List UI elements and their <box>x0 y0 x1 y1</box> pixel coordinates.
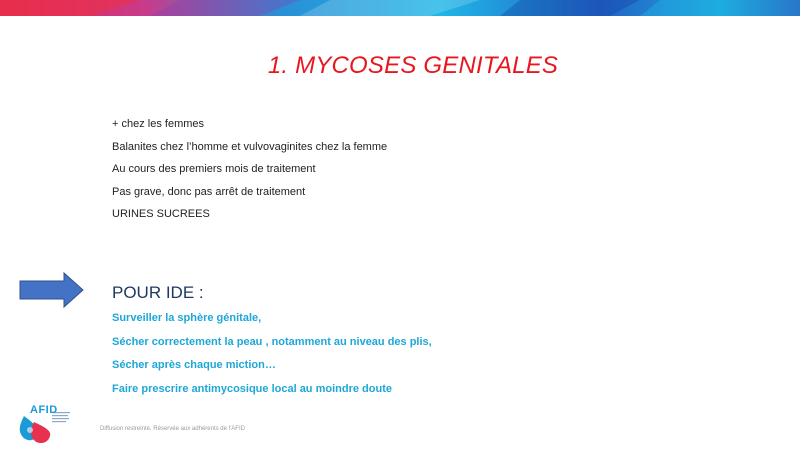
logo-text: AFID <box>30 404 58 416</box>
footer-note: Diffusion restreinte. Réservée aux adhérents de l’AFID <box>100 426 245 432</box>
action-item: Sécher après chaque miction… <box>112 359 276 371</box>
slide-title: 1. MYCOSES GENITALES <box>267 52 559 79</box>
list-item: + chez les femmes <box>112 118 205 130</box>
list-item: Au cours des premiers mois de traitement <box>112 163 316 175</box>
list-item: Balanites chez l’homme et vulvovaginites chez la femme <box>112 140 388 153</box>
action-item: Faire prescrire antimycosique local au moindre doute <box>112 382 392 395</box>
top-decorative-banner <box>0 0 800 16</box>
right-arrow-icon <box>19 272 85 308</box>
section-heading: POUR IDE : <box>112 283 204 302</box>
action-list <box>112 312 432 406</box>
info-list <box>112 118 387 231</box>
action-item: Sécher correctement la peau , notamment au niveau des plis, <box>112 335 432 348</box>
action-item: Surveiller la sphère génitale, <box>112 312 262 324</box>
list-item: URINES SUCREES <box>112 208 210 220</box>
list-item: Pas grave, donc pas arrêt de traitement <box>112 185 306 198</box>
